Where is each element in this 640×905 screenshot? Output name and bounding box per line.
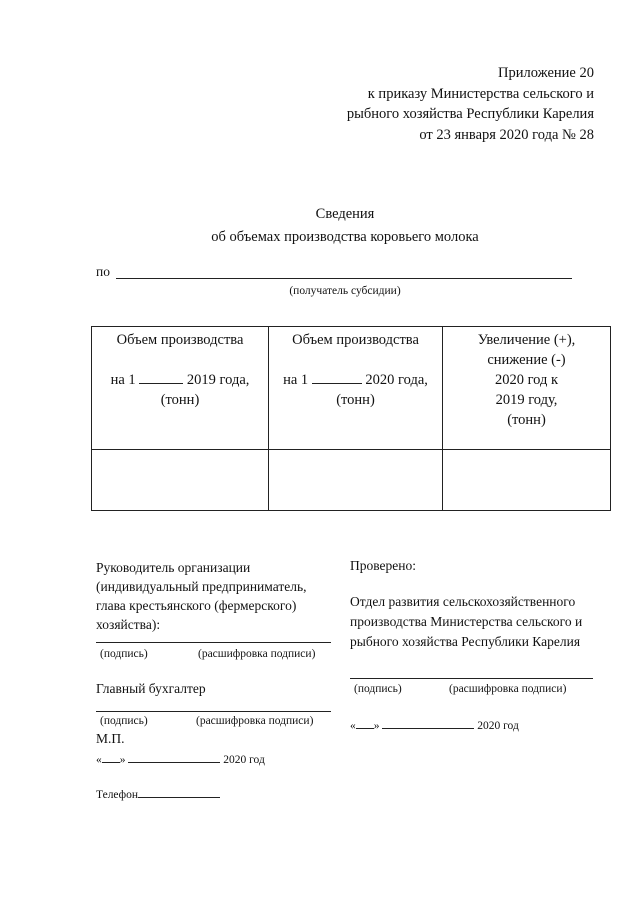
col2-na: на 1 [283,372,309,388]
right-date-day-blank [356,716,374,729]
appendix-line-1: Приложение 20 [498,65,594,81]
phone-blank [138,785,220,798]
header-cell-change [443,327,611,450]
right-date-year: 2020 год [477,720,519,732]
col3-line2: снижение (-) [487,352,566,368]
title-line-2: об объемах производства коровьего молока [211,229,479,245]
left-date-line [96,750,265,766]
department-line-3: рыбного хозяйства Республики Карелия [350,634,581,649]
head-line-2: (индивидуальный предприниматель, [96,579,307,594]
col1-month-blank [139,371,183,384]
col1-line1: Объем производства [116,332,244,348]
head-line-3: глава крестьянского (фермерского) [96,598,297,613]
left-date-open-quote: « [96,754,102,766]
appendix-line-2: к приказу Министерства сельского и [367,85,594,102]
document-title [0,203,640,249]
checked-label: Проверено: [350,558,417,573]
data-cell-change[interactable] [443,450,611,511]
head-sign-decode: (расшифровка подписи) [198,648,316,660]
head-sign-label: (подпись) [100,648,148,660]
data-cell-2019[interactable] [92,450,269,511]
phone-line [96,785,220,801]
recipient-prefix: по [96,264,110,279]
col2-year: 2020 года, [365,372,428,388]
accountant-sign-label: (подпись) [100,715,148,727]
head-line-4: хозяйства): [96,617,161,632]
appendix-header [347,63,594,145]
appendix-line-3: рыбного хозяйства Республики Карелия [346,106,594,122]
col1-unit: (тонн) [160,392,200,408]
head-of-organization-block [96,558,307,634]
left-date-day-blank [102,750,120,763]
department-sign-decode: (расшифровка подписи) [449,683,567,695]
header-cell-2020 [269,327,443,450]
department-signature-line [350,678,593,679]
recipient-caption: (получатель субсидии) [289,285,401,297]
col1-date-line [92,370,268,390]
production-table [91,326,611,511]
department-line-2: производства Министерства сельского и [350,614,583,629]
phone-label: Телефон [96,789,139,801]
accountant-label: Главный бухгалтер [96,681,206,696]
appendix-line-4: от 23 января 2020 года № 28 [419,126,594,143]
table-header-row [92,327,611,450]
data-cell-2020[interactable] [269,450,443,511]
stamp-place: М.П. [96,731,125,746]
col3-line4: 2019 году, [495,392,558,408]
accountant-signature-line [96,711,331,712]
department-sign-label: (подпись) [354,683,402,695]
head-signature-line [96,642,331,643]
right-date-close-quote: » [373,720,380,732]
accountant-sign-decode: (расшифровка подписи) [196,715,314,727]
header-cell-2019 [92,327,269,450]
col2-line1: Объем производства [292,332,419,348]
col1-year: 2019 года, [186,372,250,388]
title-line-1: Сведения [315,206,375,222]
col3-line5: (тонн) [507,412,546,428]
col2-unit: (тонн) [336,392,375,408]
col1-na: на 1 [110,372,136,388]
left-date-close-quote: » [119,754,126,766]
col2-date-line [269,370,442,390]
head-line-1: Руководитель организации [96,560,251,575]
table-data-row [92,450,611,511]
department-line-1: Отдел развития сельскохозяйственного [350,594,576,609]
right-date-open-quote: « [350,720,356,732]
recipient-line [116,278,572,279]
left-date-year: 2020 год [223,754,265,766]
right-date-line [350,716,519,732]
department-block [350,592,582,652]
left-date-month-blank [128,750,220,763]
col3-line1: Увеличение (+), [477,332,576,348]
col2-month-blank [312,371,362,384]
col3-line3: 2020 год к [494,372,559,388]
right-date-month-blank [382,716,474,729]
